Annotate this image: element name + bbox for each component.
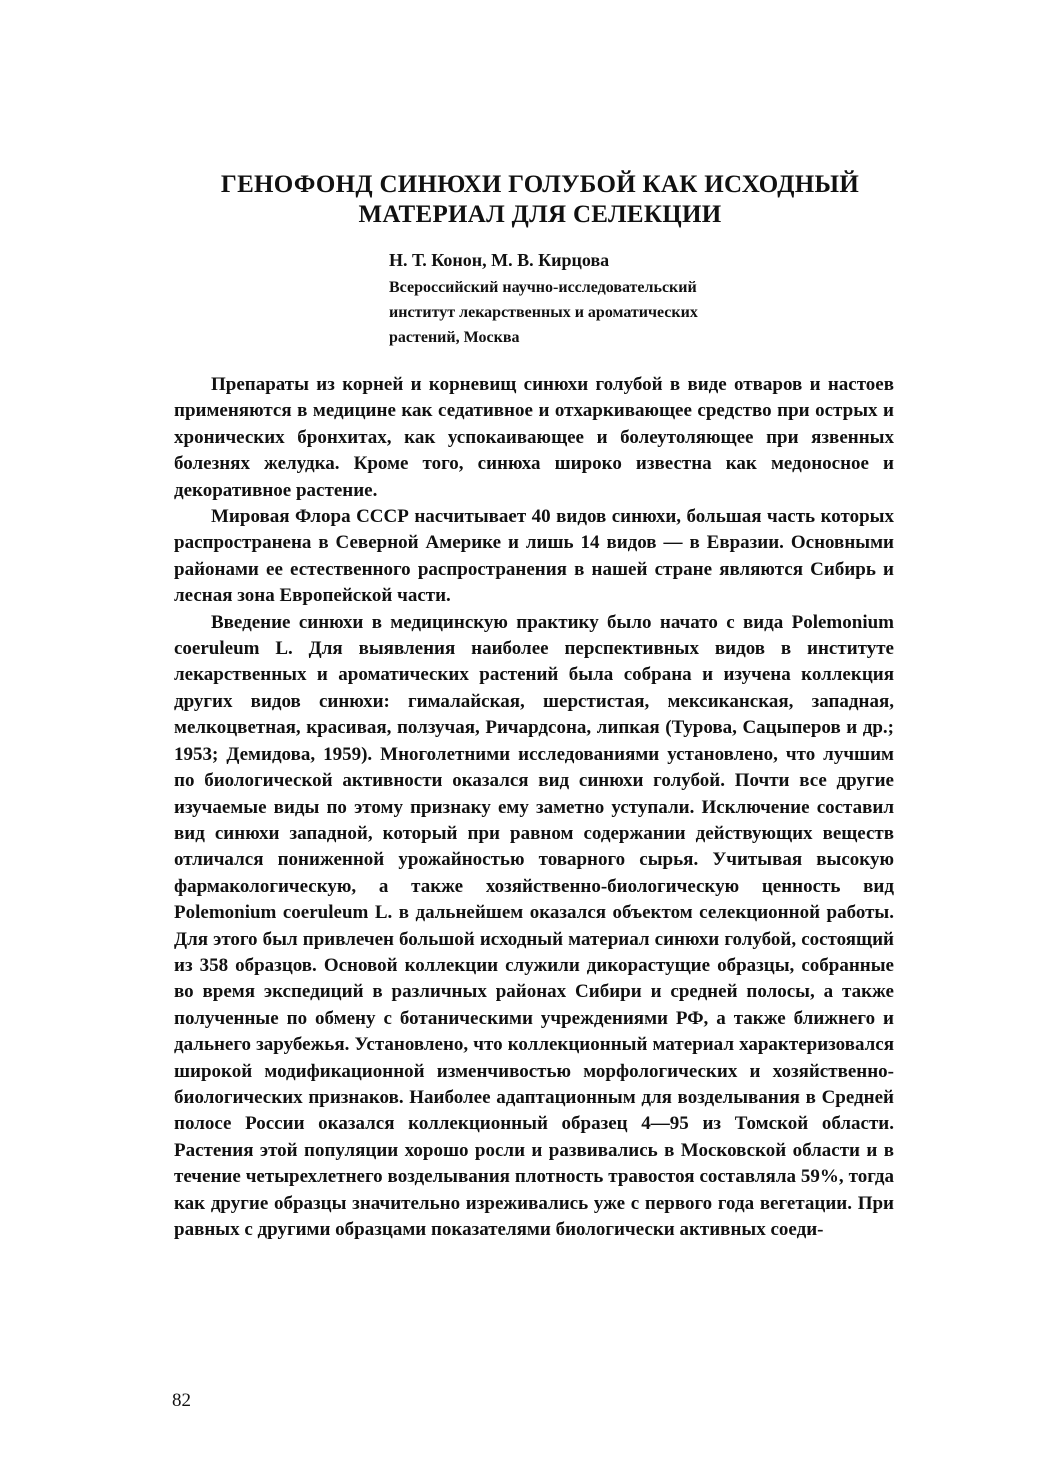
page-number: 82 — [172, 1390, 191, 1411]
authors: Н. Т. Конон, М. В. Кирцова — [389, 250, 610, 270]
affiliation-line-1: Всероссийский научно-исследовательский — [389, 279, 697, 296]
article-title — [190, 170, 890, 230]
author-block — [389, 248, 859, 350]
affiliation-line-2: институт лекарственных и ароматических — [389, 304, 698, 321]
affiliation — [389, 275, 859, 350]
paragraph-1: Препараты из корней и корневищ синюхи голубой в виде отваров и настоев применяются в медицине как седативное и отхаркивающее средство при острых и хронических бронхитах, как успокаивающее и болеутоляющее при язвенных болезнях желудка. Кроме того, синюха широко известна как медоносное и декоративное растение. — [174, 374, 894, 501]
title-line-2: МАТЕРИАЛ ДЛЯ СЕЛЕКЦИИ — [358, 201, 722, 228]
paragraph-3: Введение синюхи в медицинскую практику было начато с вида Polemonium coeruleum L. Для выявления наиболее перспективных видов в институте лекарственных и ароматических растений была собрана и изучена коллекция других видов синюхи: гималайская, шерстистая, мексиканская, западная, мелкоцветная, красивая, ползучая, Ричардсона, липкая (Турова, Сацыперов и др.; 1953; Демидова, 1959). Многолетними исследованиями установлено, что лучшим по биологической активности оказался вид синюхи голубой. Почти все другие изучаемые виды по этому признаку ему заметно уступали. Исключение составил вид синюхи западной, который при равном содержании действующих веществ отличался пониженной урожайностью товарного сырья. Учитывая высокую фармакологическую, а также хозяйственно-биологическую ценность вид Polemonium coeruleum L. в дальнейшем оказался объектом селекционной работы. Для этого был привлечен большой исходный материал синюхи голубой, состоящий из 358 образцов. Основой коллекции служили дикорастущие образцы, собранные во время экспедиций в различных районах Сибири и средней полосы, а также полученные по обмену с ботаническими учреждениями РФ, а также ближнего и дальнего зарубежья. Установлено, что коллекционный материал характеризовался широкой модификационной изменчивостью морфологических и хозяйственно-биологических признаков. Наиболее адаптационным для возделывания в Средней полосе России оказался коллекционный образец 4—95 из Томской области. Растения этой популяции хорошо росли и развивались в Московской области и в течение четырехлетнего возделывания плотность травостоя составляла 59%, тогда как другие образцы значительно изреживались уже с первого года вегетации. При равных с другими образцами показателями биологически активных соеди- — [174, 611, 894, 1240]
article-body — [174, 372, 894, 1243]
paragraph-2: Мировая Флора СССР насчитывает 40 видов синюхи, большая часть которых распространена в Северной Америке и лишь 14 видов — в Евразии. Основными районами ее естественного распространения в нашей стране являются Сибирь и лесная зона Европейской части. — [174, 506, 894, 607]
affiliation-line-3: растений, Москва — [389, 329, 520, 346]
title-line-1: ГЕНОФОНД СИНЮХИ ГОЛУБОЙ КАК ИСХОДНЫЙ — [220, 171, 860, 198]
